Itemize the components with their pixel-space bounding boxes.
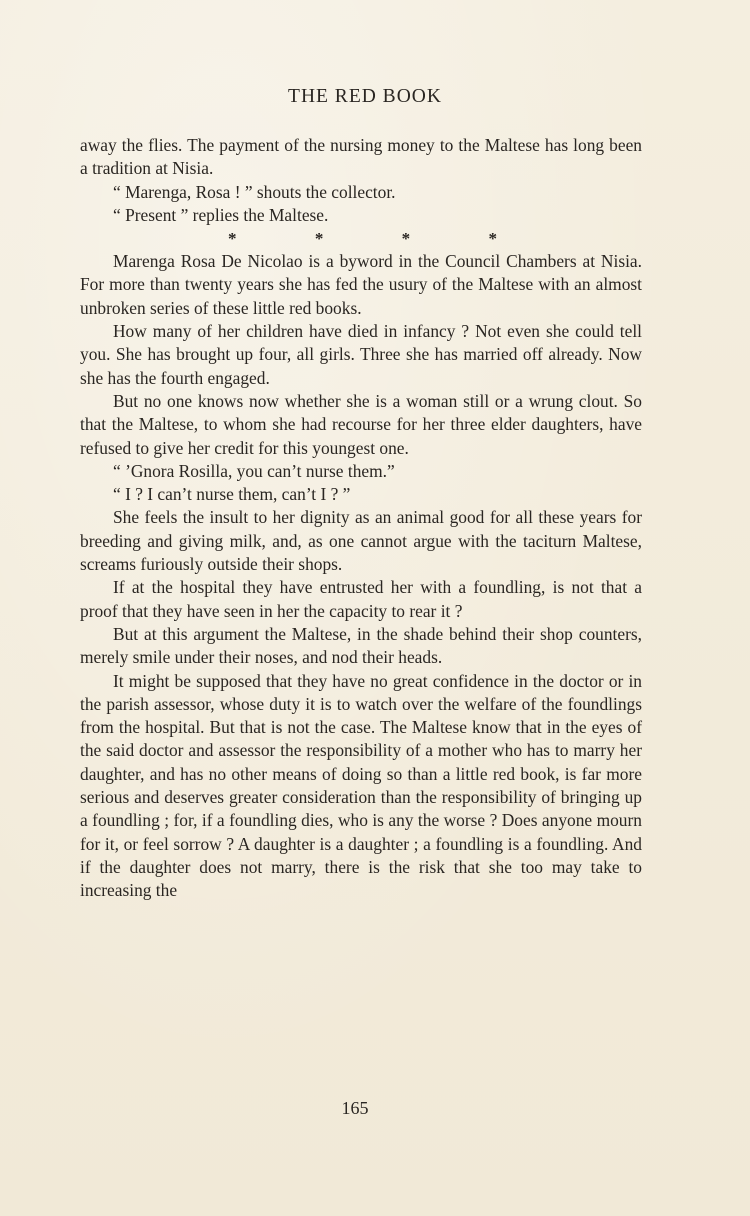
paragraph-4: Marenga Rosa De Nicolao is a byword in the Council Chambers at Nisia. For more than twenty years she has fed the usury of the Maltese with an almost unbroken series of these little red books. [80,251,642,318]
paragraph-6: But no one knows now whether she is a woman still or a wrung clout. So that the Maltese, to whom she had recourse for her three elder daughters, have refused to give her credit for this youngest one. [80,390,642,458]
paragraph-12: It might be supposed that they have no great confidence in the doctor or in the parish assessor, whose duty it is to watch over the welfare of the foundlings from the hospital. But that is not the case. The Maltese know that in the eyes of the said doctor and assessor the responsibility of a mother who has to marry her daughter, and has no other means of doing so than a little red book, is far more serious and deserves greater consideration than the responsibility of bringing up a foundling ; for, if a foundling dies, who is any the worse ? Does anyone mourn for it, or feel sorrow ? A daughter is a daughter ; a foundling is a foundling. And if the daughter does not marry, there is the risk that she too may take to increasing the [80,670,642,901]
paragraph-8: “ I ? I can’t nurse them, can’t I ? ” [113,484,351,505]
paragraph-9: She feels the insult to her dignity as an animal good for all these years for breeding and giving milk, and, as one cannot argue with the taciturn Maltese, screams furiously outside their shops. [80,507,642,575]
paragraph-10: If at the hospital they have entrusted her with a foundling, is not that a proof that they have seen in her the capacity to rear it ? [80,577,642,621]
asterism-mark: * [314,229,324,249]
section-break [80,227,642,250]
body-text [80,134,642,903]
paragraph-3: “ Present ” replies the Maltese. [113,204,329,225]
paragraph-5: How many of her children have died in infancy ? Not even she could tell you. She has brought up four, all girls. Three she has married off already. Now she has the fourth engaged. [80,321,642,388]
paragraph-11: But at this argument the Maltese, in the shade behind their shop counters, merely smile under their noses, and nod their heads. [80,623,642,668]
asterism-mark: * [488,229,497,249]
running-head: THE RED BOOK [288,86,442,107]
paragraph-2: “ Marenga, Rosa ! ” shouts the collector. [113,181,396,202]
paragraph-1: away the flies. The payment of the nursing money to the Maltese has long been a tradition at Nisia. [80,135,642,179]
paragraph-7: “ ’Gnora Rosilla, you can’t nurse them.” [113,460,395,481]
asterism-mark: * [401,229,411,249]
page-number: 165 [341,1098,369,1118]
asterism-mark: * [228,229,237,249]
